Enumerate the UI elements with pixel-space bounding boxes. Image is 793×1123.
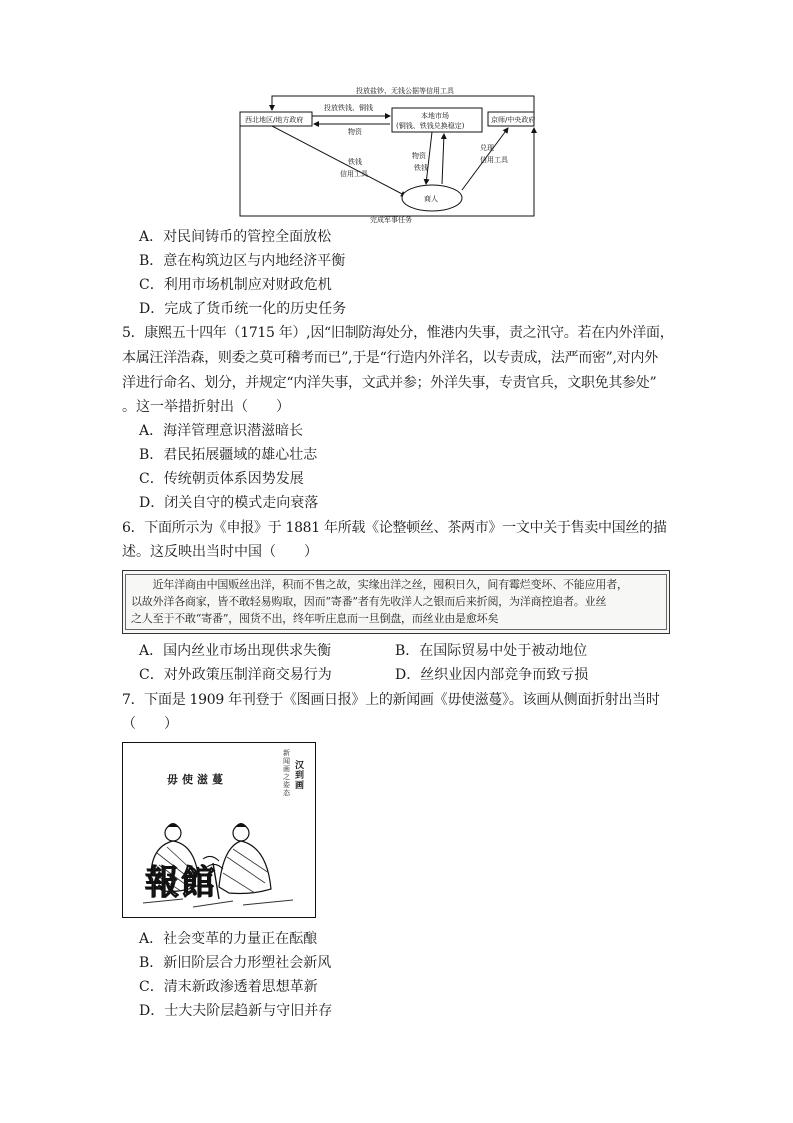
cartoon-sign: 報館: [145, 863, 217, 903]
credit-left-label: 信用工具: [340, 170, 368, 178]
cartoon-title: 毋使滋蔓: [167, 773, 227, 786]
q5-option-d[interactable]: D．闭关自守的模式走向衰落: [139, 495, 319, 511]
q4-option-b[interactable]: B．意在构筑边区与内地经济平衡: [139, 253, 346, 269]
q7-stem-line2: （ ）: [122, 716, 178, 732]
center-box-line1: 本地市场: [421, 112, 449, 120]
q5-option-a[interactable]: A．海洋管理意识潜滋暗长: [139, 423, 304, 439]
iron-left-label: 铁钱: [348, 158, 362, 166]
cartoon-side-caption: 新闻画之姿态: [283, 749, 290, 797]
q6-option-b[interactable]: B．在国际贸易中处于被动地位: [395, 643, 588, 659]
q7-option-a[interactable]: A．社会变革的力量正在酝酿: [139, 931, 318, 947]
goods-center-label: 物资: [412, 152, 426, 160]
merchant-label: 商人: [424, 195, 438, 203]
q7-option-c[interactable]: C．清末新政渗透着思想革新: [139, 979, 318, 995]
q5-stem-line3: 洋进行命名、划分，并规定“内洋失事，文武并参；外洋失事，专责官兵，文职免其参处”: [122, 375, 657, 391]
q5-option-b[interactable]: B．君民拓展疆域的雄心壮志: [139, 447, 318, 463]
q5-option-c[interactable]: C．传统朝贡体系因势发展: [139, 471, 304, 487]
diagram-top-label: 投放盐钞、无钱公据等信用工具: [356, 87, 454, 95]
clipping-line3: 之人至于不敢“寄番”，囤货不出，终年听庄息而一旦倒盘，而丝业由是愈坏矣: [131, 612, 499, 625]
right-box-label: 京师/中央政府: [491, 116, 536, 124]
q5-stem-line1: 5．康熙五十四年（1715 年）,因“旧制防海处分，惟港内失事，责之汛守。若在内外洋面，: [122, 325, 674, 341]
q5-stem-line4: 。这一举措折射出（ ）: [122, 399, 290, 415]
q6-stem-line2: 述。这反映出当时中国（ ）: [122, 544, 318, 560]
q4-option-c[interactable]: C．利用市场机制应对财政危机: [139, 277, 332, 293]
goods-left-label: 物资: [348, 128, 362, 136]
q6-stem-line1: 6．下面所示为《申报》于 1881 年所载《论整顿丝、茶两市》一文中关于售卖中国丝的描: [122, 520, 667, 536]
q4-option-d[interactable]: D．完成了货币统一化的历史任务: [139, 301, 347, 317]
cartoon-author: 汉到画: [295, 761, 305, 791]
economic-flow-diagram: [236, 86, 538, 224]
q6-option-d[interactable]: D．丝织业因内部竞争而致亏损: [395, 667, 589, 683]
clipping-line2: 以故外洋各商家，皆不敢轻易购取，因而“寄番”者有先收洋人之银而后来折阅，为洋商控追者。业丝: [131, 595, 607, 608]
newspaper-clipping: [122, 570, 670, 634]
q7-option-d[interactable]: D．士大夫阶层趋新与守旧并存: [139, 1003, 333, 1019]
q5-stem-line2: 本属汪洋浩森，则委之莫可稽考而已”,于是“行造内外洋名，以专责成，法严而密”,对内外: [122, 350, 658, 366]
clipping-line1: 近年洋商由中国贩丝出洋，积而不售之故，实缘出洋之丝，囤积日久，间有霉烂变坏、不能应用者，: [131, 578, 628, 591]
news-cartoon: [122, 742, 316, 918]
credit-right-label: 信用工具: [480, 156, 508, 164]
q6-option-c[interactable]: C．对外政策压制洋商交易行为: [139, 667, 332, 683]
center-box-line2: (铜钱、铁钱兑换稳定): [396, 122, 465, 130]
q7-option-b[interactable]: B．新旧阶层合力形塑社会新风: [139, 955, 332, 971]
left-box-label: 西北地区/地方政府: [245, 116, 304, 124]
q4-option-a[interactable]: A．对民间铸币的管控全面放松: [139, 229, 332, 245]
iron-center-label: 铁钱: [414, 164, 428, 172]
q6-option-a[interactable]: A．国内丝业市场出现供求失衡: [139, 643, 332, 659]
diagram-bottom-label: 完成军事任务: [370, 216, 412, 224]
q7-stem-line1: 7．下面是 1909 年刊登于《图画日报》上的新闻画《毋使滋蔓》。该画从侧面折射出当时: [122, 692, 660, 708]
put-coins-label: 投放铁钱、铜钱: [324, 104, 373, 112]
redeem-label: 兑现: [480, 144, 494, 152]
